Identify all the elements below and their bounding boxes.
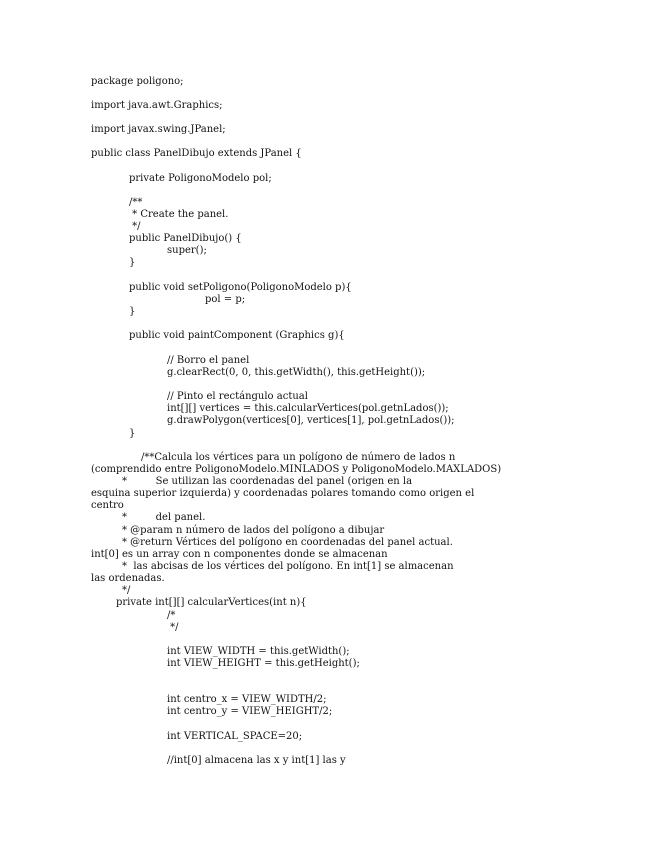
- code-line: las ordenadas.: [91, 573, 165, 584]
- code-line: int VIEW_HEIGHT = this.getHeight();: [167, 658, 360, 669]
- code-line: centro: [91, 500, 124, 511]
- code-line: esquina superior izquierda) y coordenadas polares tomando como origen el: [91, 488, 475, 499]
- code-line: /*: [167, 610, 176, 621]
- code-line: int[0] es un array con n componentes donde se almacenan: [91, 549, 388, 560]
- code-line: private int[][] calcularVertices(int n){: [116, 597, 307, 608]
- code-line: public class PanelDibujo extends JPanel {: [91, 148, 302, 159]
- code-line: * @param n número de lados del polígono a dibujar: [122, 525, 385, 536]
- code-line: private PoligonoModelo pol;: [129, 173, 272, 184]
- code-line: public void paintComponent (Graphics g){: [129, 330, 345, 341]
- code-line: * Se utilizan las coordenadas del panel (origen en la: [122, 476, 413, 487]
- code-line: * las abcisas de los vértices del polígono. En int[1] se almacenan: [122, 561, 454, 572]
- code-line: /**Calcula los vértices para un polígono de número de lados n: [141, 452, 456, 463]
- code-line: (comprendido entre PoligonoModelo.MINLADOS y PoligonoModelo.MAXLADOS): [91, 464, 502, 475]
- code-line: pol = p;: [205, 294, 246, 305]
- code-line: }: [129, 306, 136, 317]
- code-line: g.drawPolygon(vertices[0], vertices[1], pol.getnLados());: [167, 415, 455, 426]
- code-line: int[][] vertices = this.calcularVertices(pol.getnLados());: [167, 403, 449, 414]
- code-line: }: [129, 428, 136, 439]
- code-line: int centro_y = VIEW_HEIGHT/2;: [167, 706, 333, 717]
- code-line: package poligono;: [91, 76, 184, 87]
- code-line: */: [122, 585, 131, 596]
- code-line: import java.awt.Graphics;: [91, 100, 223, 111]
- code-line: // Pinto el rectángulo actual: [167, 391, 308, 402]
- code-line: g.clearRect(0, 0, this.getWidth(), this.getHeight());: [167, 367, 426, 378]
- code-line: //int[0] almacena las x y int[1] las y: [167, 755, 346, 766]
- code-line: * Create the panel.: [129, 209, 229, 220]
- code-line: */: [129, 221, 141, 232]
- code-line: public PanelDibujo() {: [129, 233, 242, 244]
- code-line: // Borro el panel: [167, 355, 250, 366]
- code-line: int VIEW_WIDTH = this.getWidth();: [167, 646, 350, 657]
- code-line: super();: [167, 245, 207, 256]
- code-line: /**: [129, 197, 143, 208]
- code-line: import javax.swing.JPanel;: [91, 124, 226, 135]
- code-line: * @return Vértices del polígono en coordenadas del panel actual.: [122, 537, 453, 548]
- code-line: public void setPoligono(PoligonoModelo p){: [129, 282, 352, 293]
- code-line: int VERTICAL_SPACE=20;: [167, 731, 303, 742]
- code-line: }: [129, 257, 136, 268]
- code-line: * del panel.: [122, 512, 206, 523]
- code-line: int centro_x = VIEW_WIDTH/2;: [167, 694, 327, 705]
- code-line: */: [167, 622, 179, 633]
